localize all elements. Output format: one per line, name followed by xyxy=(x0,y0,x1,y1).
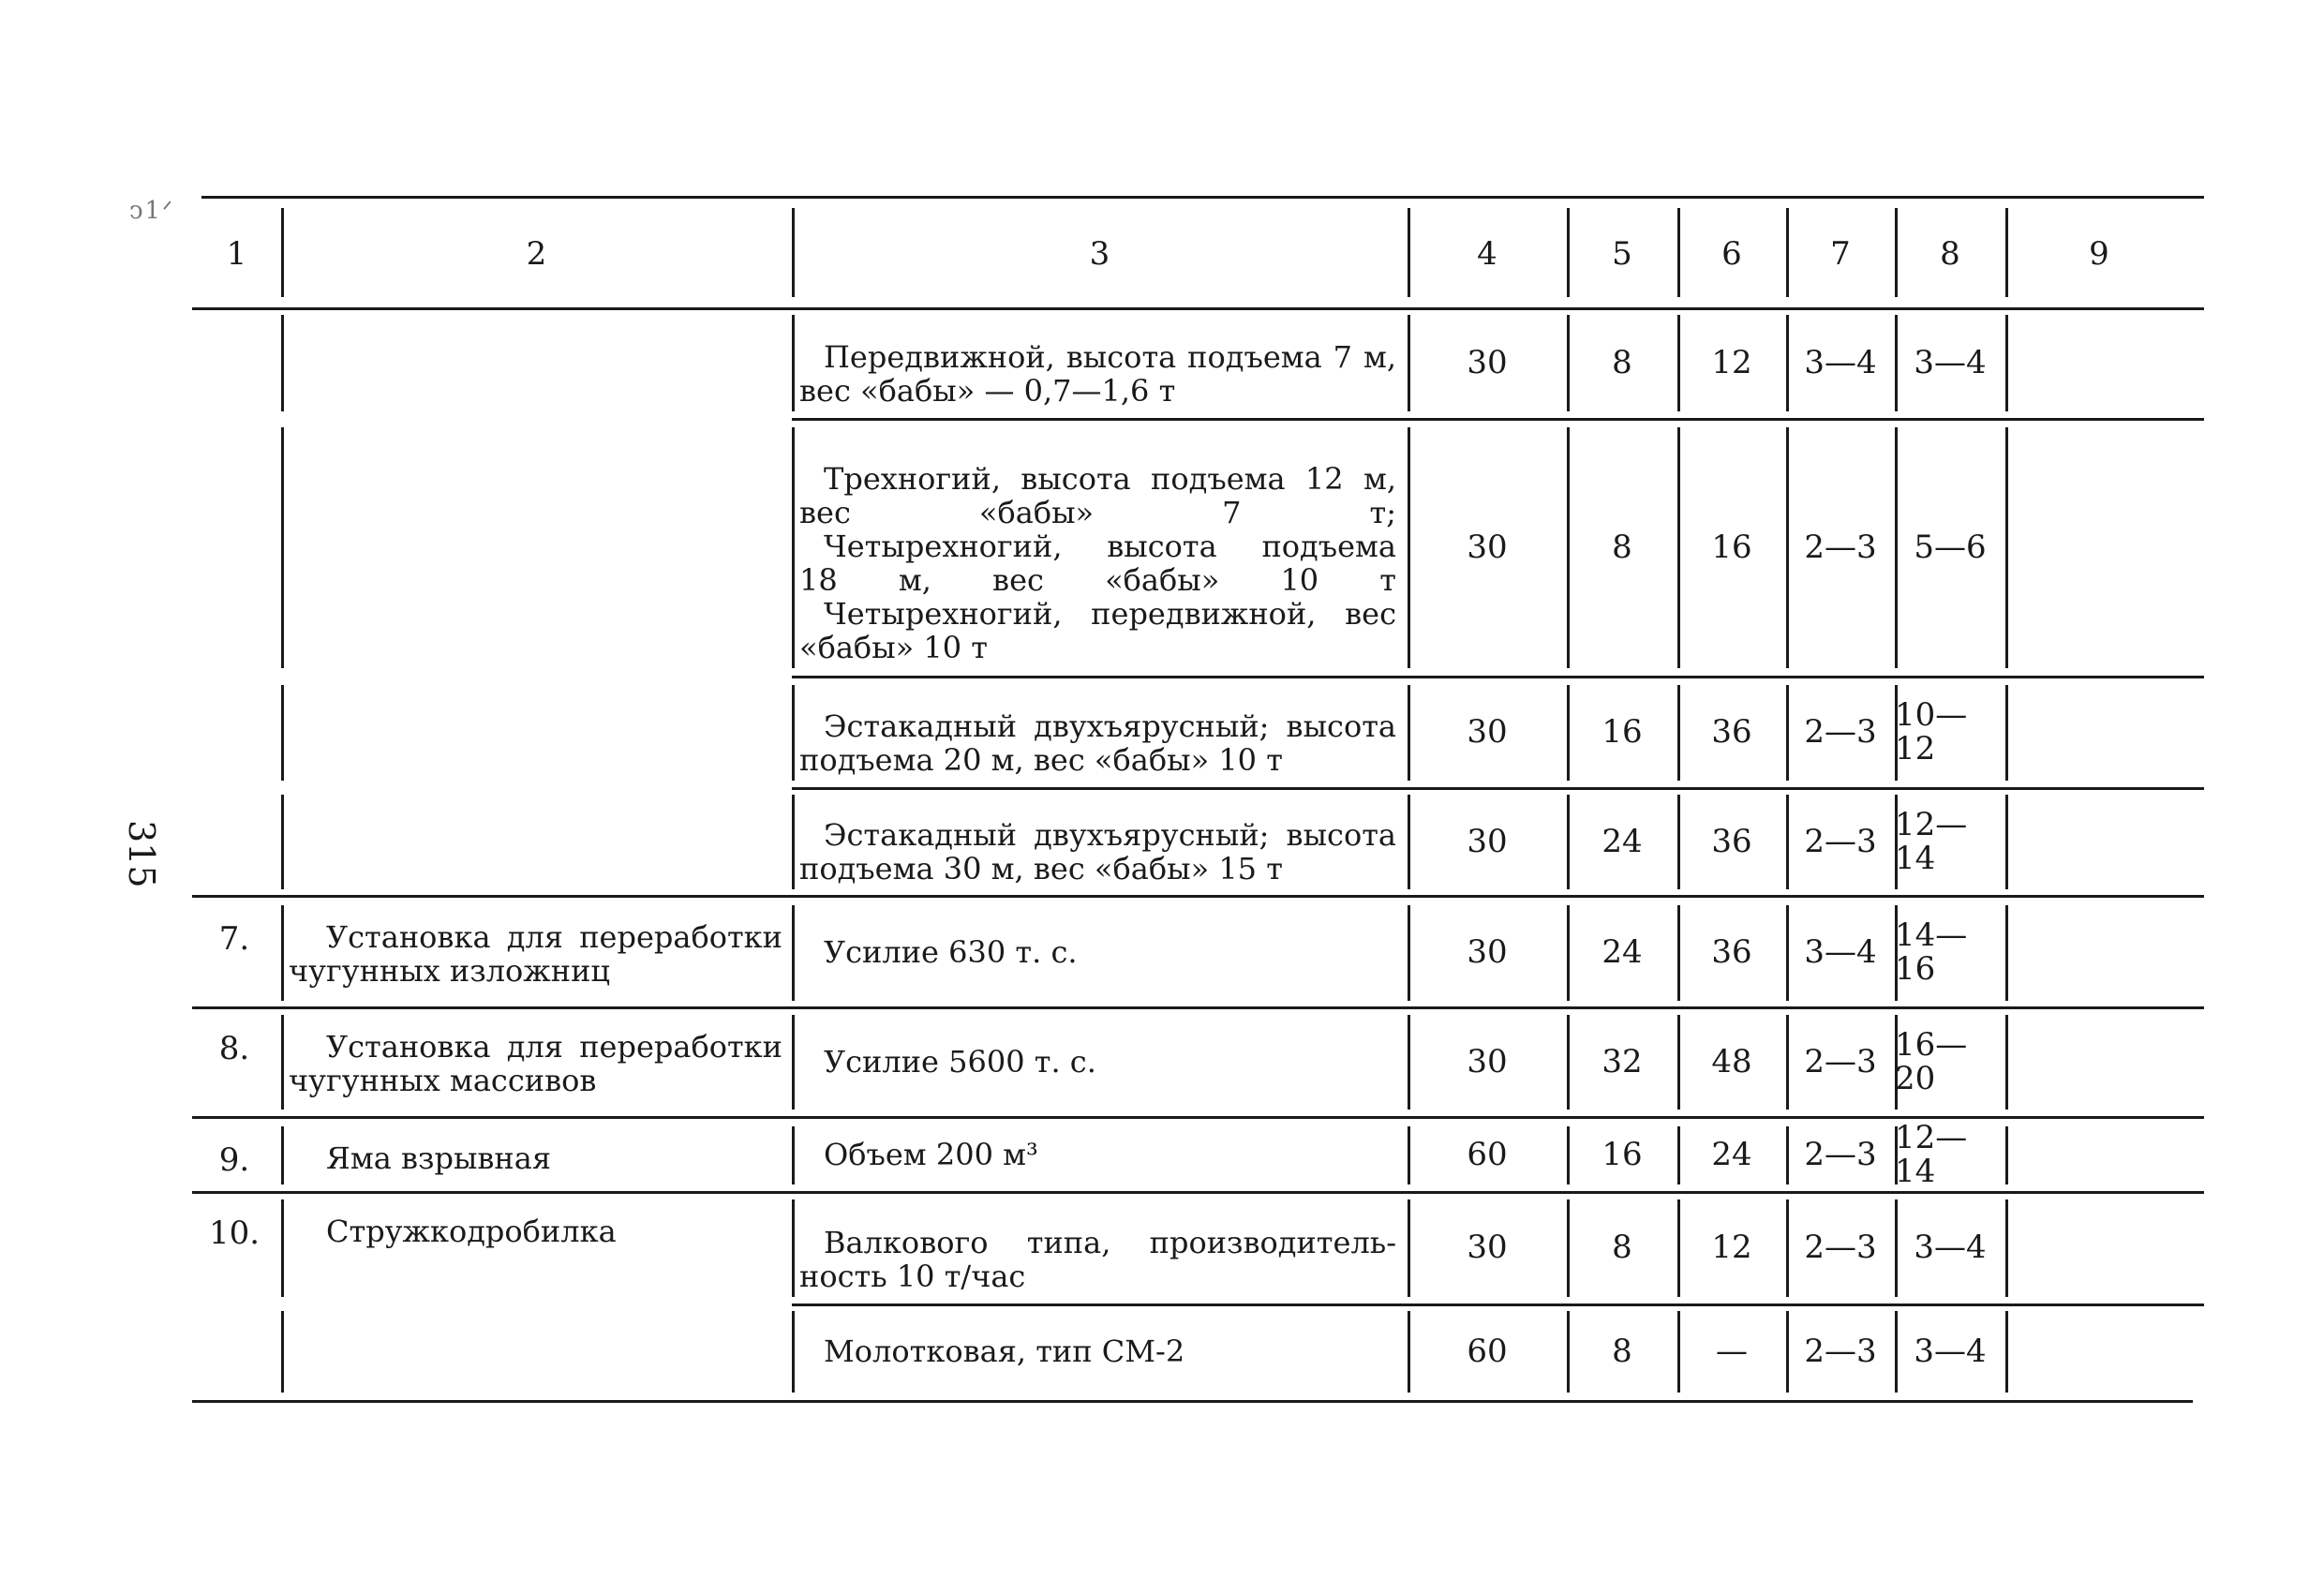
column-rule xyxy=(2005,795,2008,889)
header-cell: 3 xyxy=(1089,234,1110,273)
header-top-rule xyxy=(201,196,2204,199)
value-cell-4: 30 xyxy=(1467,713,1508,751)
equipment-name-line: Стружкодробилка xyxy=(326,1214,617,1249)
description-line: Эстакадный двухъярусный; высота xyxy=(824,708,1396,744)
value-cell-8: 3—4 xyxy=(1914,1332,1987,1370)
value-cell-5: 16 xyxy=(1601,713,1643,751)
value-cell-5: 16 xyxy=(1601,1136,1643,1173)
description-line: подъема 20 м, вес «бабы» 10 т xyxy=(799,742,1283,778)
value-cell-5: 24 xyxy=(1601,822,1643,860)
row-number: 7. xyxy=(218,920,250,958)
header-cell: 8 xyxy=(1940,234,1960,273)
value-cell-8: 5—6 xyxy=(1914,528,1987,566)
value-cell-4: 30 xyxy=(1467,528,1508,566)
description-line: вес «бабы» — 0,7—1,6 т xyxy=(799,373,1176,409)
column-rule xyxy=(281,1126,284,1184)
value-cell-6: 36 xyxy=(1711,822,1752,860)
value-cell-4: 30 xyxy=(1467,1042,1508,1080)
value-cell-6: 24 xyxy=(1711,1136,1752,1173)
column-rule xyxy=(281,905,284,1001)
value-cell-6: 16 xyxy=(1711,528,1752,566)
description-cell xyxy=(799,935,1396,969)
description-cell xyxy=(799,340,1396,408)
value-cell-8: 3—4 xyxy=(1914,343,1987,381)
equipment-name-line: чугунных массивов xyxy=(289,1063,597,1098)
value-cell-8: 10—12 xyxy=(1895,696,1968,767)
header-cell: 6 xyxy=(1721,234,1742,273)
value-cell-7: 2—3 xyxy=(1804,713,1877,751)
equipment-name-line: Установка для переработки xyxy=(326,919,782,955)
description-line: Молотковая, тип СМ-2 xyxy=(824,1333,1185,1369)
column-rule xyxy=(281,685,284,781)
value-cell-4: 30 xyxy=(1467,343,1508,381)
header-cell: 2 xyxy=(526,234,547,273)
header-cell: 4 xyxy=(1477,234,1497,273)
description-line: «бабы» 10 т xyxy=(799,630,988,665)
description-line: Передвижной, высота подъема 7 м, xyxy=(824,339,1396,375)
margin-mark: ↄ1ᐟ xyxy=(129,197,175,225)
description-cell xyxy=(799,1138,1396,1171)
sub-row-separator xyxy=(792,676,2204,678)
description-cell xyxy=(799,1045,1396,1079)
value-cell-7: 2—3 xyxy=(1804,822,1877,860)
column-rule xyxy=(2005,1015,2008,1110)
page-number: 315 xyxy=(121,820,162,888)
description-line: Усилие 5600 т. с. xyxy=(824,1044,1096,1080)
column-rule xyxy=(792,685,795,781)
column-rule xyxy=(2005,427,2008,668)
column-rule xyxy=(2005,685,2008,781)
row-separator xyxy=(192,895,2204,898)
header-cell: 5 xyxy=(1612,234,1632,273)
value-cell-5: 8 xyxy=(1612,1332,1632,1370)
value-cell-4: 30 xyxy=(1467,822,1508,860)
column-rule xyxy=(2005,1199,2008,1297)
description-line: Усилие 630 т. с. xyxy=(824,934,1078,970)
table-bottom-rule xyxy=(192,1400,2193,1403)
sub-row-separator xyxy=(792,418,2204,421)
column-rule xyxy=(2005,315,2008,411)
column-rule xyxy=(792,1126,795,1184)
description-line: ность 10 т/час xyxy=(799,1259,1026,1294)
column-rule xyxy=(2005,1311,2008,1393)
value-cell-5: 24 xyxy=(1601,933,1643,971)
value-cell-7: 2—3 xyxy=(1804,1229,1877,1266)
value-cell-5: 8 xyxy=(1612,343,1632,381)
column-rule xyxy=(281,1015,284,1110)
column-rule xyxy=(281,795,284,889)
value-cell-7: 3—4 xyxy=(1804,933,1877,971)
value-cell-7: 3—4 xyxy=(1804,343,1877,381)
value-cell-7: 2—3 xyxy=(1804,1332,1877,1370)
header-cell: 1 xyxy=(226,234,247,273)
header-cell: 9 xyxy=(2089,234,2109,273)
description-line: Четырехногий, передвижной, вес xyxy=(824,596,1396,632)
row-number: 10. xyxy=(208,1214,261,1252)
value-cell-6: 36 xyxy=(1711,933,1752,971)
value-cell-8: 3—4 xyxy=(1914,1229,1987,1266)
description-line: Валкового типа, производитель- xyxy=(824,1225,1396,1260)
column-rule xyxy=(792,1311,795,1393)
value-cell-4: 30 xyxy=(1467,933,1508,971)
value-cell-6: 36 xyxy=(1711,713,1752,751)
value-cell-6: 12 xyxy=(1711,1229,1752,1266)
value-cell-4: 60 xyxy=(1467,1332,1508,1370)
column-rule xyxy=(792,315,795,411)
value-cell-7: 2—3 xyxy=(1804,528,1877,566)
column-rule xyxy=(792,1015,795,1110)
header-cell: 7 xyxy=(1830,234,1851,273)
value-cell-6: 48 xyxy=(1711,1042,1752,1080)
value-cell-8: 12—14 xyxy=(1895,1119,1968,1190)
description-line: Эстакадный двухъярусный; высота xyxy=(824,817,1396,853)
column-rule xyxy=(281,1199,284,1297)
column-rule xyxy=(792,1199,795,1297)
value-cell-8: 12—14 xyxy=(1895,805,1968,877)
value-cell-5: 8 xyxy=(1612,1229,1632,1266)
description-cell xyxy=(799,1226,1396,1293)
value-cell-4: 30 xyxy=(1467,1229,1508,1266)
value-cell-8: 16—20 xyxy=(1895,1025,1968,1097)
description-line: Трехногий, высота подъема 12 м, xyxy=(824,461,1396,497)
value-cell-4: 60 xyxy=(1467,1136,1508,1173)
equipment-name xyxy=(289,1030,782,1097)
row-number: 8. xyxy=(218,1030,250,1067)
description-line: Объем 200 м³ xyxy=(824,1137,1038,1172)
column-rule xyxy=(2005,1126,2008,1184)
description-line: подъема 30 м, вес «бабы» 15 т xyxy=(799,851,1283,886)
column-rule xyxy=(792,795,795,889)
description-line: Четырехногий, высота подъема xyxy=(824,529,1396,564)
equipment-name xyxy=(289,1141,782,1175)
description-line: вес «бабы» 7 т; xyxy=(799,495,1396,530)
value-cell-7: 2—3 xyxy=(1804,1042,1877,1080)
value-cell-5: 32 xyxy=(1601,1042,1643,1080)
description-cell xyxy=(799,462,1396,664)
column-rule xyxy=(281,427,284,668)
column-rule xyxy=(281,1311,284,1393)
value-cell-6: 12 xyxy=(1711,343,1752,381)
value-cell-6: — xyxy=(1716,1332,1748,1370)
description-cell xyxy=(799,818,1396,886)
column-rule xyxy=(2005,905,2008,1001)
equipment-name-line: чугунных изложниц xyxy=(289,953,610,989)
equipment-name xyxy=(289,1214,782,1248)
value-cell-7: 2—3 xyxy=(1804,1136,1877,1173)
description-line: 18 м, вес «бабы» 10 т xyxy=(799,562,1396,598)
equipment-name-line: Установка для переработки xyxy=(326,1029,782,1065)
value-cell-8: 14—16 xyxy=(1895,916,1968,988)
equipment-name-line: Яма взрывная xyxy=(326,1140,552,1176)
row-number: 9. xyxy=(218,1141,250,1179)
column-rule xyxy=(281,315,284,411)
column-rule xyxy=(792,427,795,668)
description-cell xyxy=(799,1334,1396,1368)
description-cell xyxy=(799,709,1396,777)
value-cell-5: 8 xyxy=(1612,528,1632,566)
column-rule xyxy=(792,905,795,1001)
equipment-name xyxy=(289,920,782,988)
